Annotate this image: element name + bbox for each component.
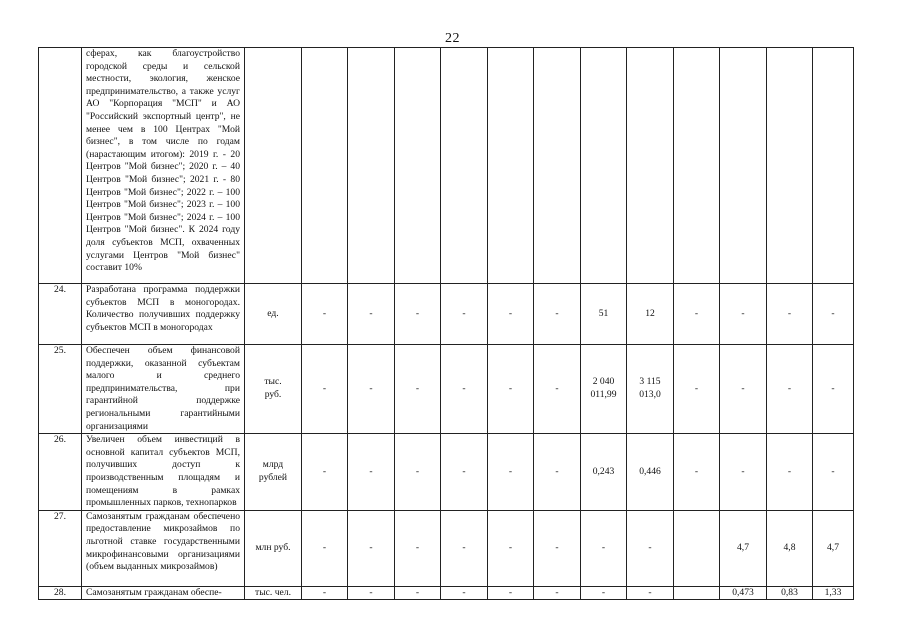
value-cell: - — [302, 284, 348, 345]
value-cell — [813, 48, 854, 284]
value-cell — [441, 48, 488, 284]
value-cell: - — [813, 434, 854, 511]
value-cell — [488, 48, 534, 284]
row-unit: тыс. руб. — [245, 345, 302, 434]
value-cell — [720, 48, 767, 284]
value-cell: - — [395, 345, 441, 434]
value-cell: - — [581, 586, 627, 600]
value-cell: - — [534, 284, 581, 345]
table-row — [39, 434, 854, 511]
value-cell: 1,33 — [813, 586, 854, 600]
value-cell: 0,473 — [720, 586, 767, 600]
table-row — [39, 510, 854, 586]
value-cell: - — [441, 434, 488, 511]
value-cell: - — [767, 345, 813, 434]
row-description: Разработана программа поддержки субъектов МСП в моногородах. Количество получивших поддержку субъектов МСП в моногородах — [82, 284, 245, 345]
value-cell: - — [674, 434, 720, 511]
value-cell: - — [302, 586, 348, 600]
value-cell: 3 115 013,0 — [627, 345, 674, 434]
value-cell: - — [348, 345, 395, 434]
value-cell: 12 — [627, 284, 674, 345]
value-cell — [674, 586, 720, 600]
value-cell: - — [441, 345, 488, 434]
value-cell: - — [534, 586, 581, 600]
value-cell: 2 040 011,99 — [581, 345, 627, 434]
value-cell: - — [348, 586, 395, 600]
row-number: 24. — [39, 284, 82, 345]
value-cell: - — [627, 510, 674, 586]
value-cell: - — [720, 345, 767, 434]
value-cell: - — [534, 510, 581, 586]
value-cell: - — [348, 510, 395, 586]
table-row — [39, 284, 854, 345]
row-unit — [245, 48, 302, 284]
value-cell: - — [720, 434, 767, 511]
row-unit: ед. — [245, 284, 302, 345]
value-cell — [348, 48, 395, 284]
value-cell: 4,8 — [767, 510, 813, 586]
table-row — [39, 345, 854, 434]
value-cell: - — [534, 345, 581, 434]
row-description: Самозанятым гражданам обеспечено предоставление микрозаймов по льготной ставке государственными микрофинансовыми организациями (объем выданных микрозаймов) — [82, 510, 245, 586]
row-number: 28. — [39, 586, 82, 600]
value-cell: - — [348, 434, 395, 511]
table-row — [39, 586, 854, 600]
value-cell: - — [767, 434, 813, 511]
value-cell: - — [395, 510, 441, 586]
row-unit: млн руб. — [245, 510, 302, 586]
value-cell: - — [488, 434, 534, 511]
value-cell: - — [302, 510, 348, 586]
row-number: 27. — [39, 510, 82, 586]
value-cell — [627, 48, 674, 284]
indicators-table — [38, 47, 854, 600]
value-cell: - — [302, 345, 348, 434]
row-number — [39, 48, 82, 284]
value-cell — [674, 48, 720, 284]
row-unit: млрд рублей — [245, 434, 302, 511]
value-cell: - — [488, 345, 534, 434]
value-cell: - — [395, 586, 441, 600]
value-cell: - — [395, 434, 441, 511]
value-cell: - — [581, 510, 627, 586]
value-cell: - — [441, 586, 488, 600]
value-cell — [674, 510, 720, 586]
row-number: 25. — [39, 345, 82, 434]
value-cell: 51 — [581, 284, 627, 345]
value-cell: - — [674, 345, 720, 434]
value-cell: 0,446 — [627, 434, 674, 511]
value-cell — [395, 48, 441, 284]
value-cell: - — [441, 284, 488, 345]
value-cell: - — [813, 284, 854, 345]
value-cell: - — [813, 345, 854, 434]
value-cell: - — [395, 284, 441, 345]
value-cell: - — [627, 586, 674, 600]
value-cell: - — [534, 434, 581, 511]
value-cell: - — [488, 586, 534, 600]
row-description: Самозанятым гражданам обеспе- — [82, 586, 245, 600]
value-cell: - — [674, 284, 720, 345]
value-cell — [581, 48, 627, 284]
row-number: 26. — [39, 434, 82, 511]
value-cell: - — [488, 284, 534, 345]
table-row — [39, 48, 854, 284]
value-cell: - — [767, 284, 813, 345]
value-cell: 4,7 — [720, 510, 767, 586]
value-cell: - — [488, 510, 534, 586]
value-cell: - — [720, 284, 767, 345]
row-description: Обеспечен объем финансовой поддержки, оказанной субъектам малого и среднего предпринимательства, при гарантийной поддержке региональными гарантийными организациями — [82, 345, 245, 434]
value-cell — [767, 48, 813, 284]
value-cell: 0,83 — [767, 586, 813, 600]
row-unit: тыс. чел. — [245, 586, 302, 600]
page-number: 22 — [445, 31, 460, 46]
value-cell: 4,7 — [813, 510, 854, 586]
row-description: Увеличен объем инвестиций в основной капитал субъектов МСП, получивших доступ к производственным площадям и помещениям в рамках промышленных парков, технопарков — [82, 434, 245, 511]
value-cell — [534, 48, 581, 284]
value-cell: - — [348, 284, 395, 345]
value-cell: - — [302, 434, 348, 511]
value-cell: 0,243 — [581, 434, 627, 511]
row-description: сферах, как благоустройство городской среды и сельской местности, экология, женское предпринимательство, а также услуг АО "Корпорация "МСП" и АО "Российский экспортный центр", не менее чем в 100 Центрах "Мой бизнес", в том числе по годам (нарастающим итогом): 2019 г. - 20 Центров "Мой бизнес"; 2020 г. – 40 Центров "Мой бизнес"; 2021 г. - 80 Центров "Мой бизнес"; 2022 г. – 100 Центров "Мой бизнес"; 2023 г. – 100 Центров "Мой бизнес"; 2024 г. – 100 Центров "Мой бизнес". К 2024 году доля субъектов МСП, охваченных услугами Центров "Мой бизнес" составит 10% — [82, 48, 245, 284]
value-cell: - — [441, 510, 488, 586]
value-cell — [302, 48, 348, 284]
